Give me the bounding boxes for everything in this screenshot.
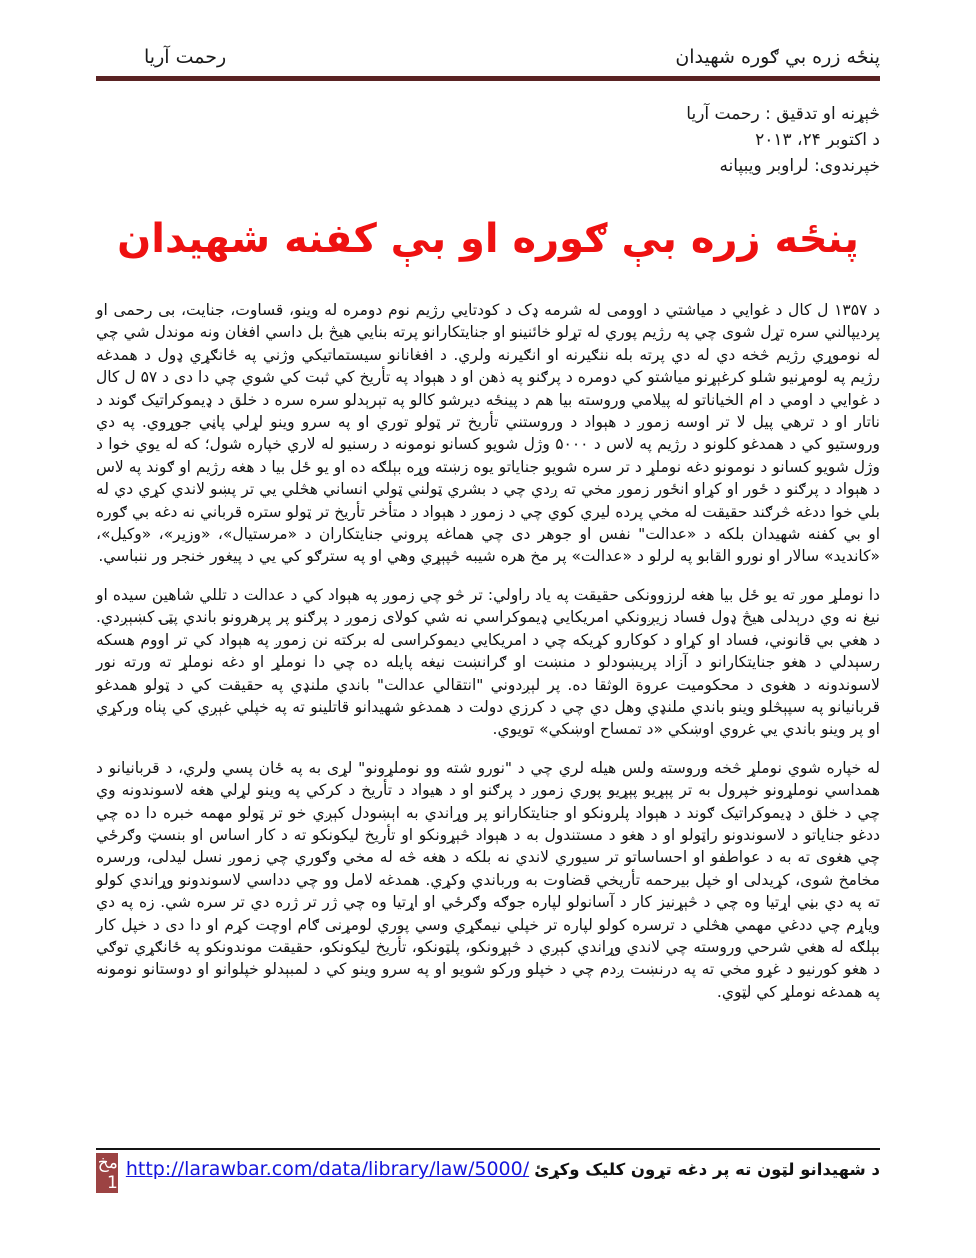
- header-doc-title: پنځه زره بي ګوره شهیدان: [675, 46, 880, 68]
- page-number-badge: مخ 1: [97, 1153, 118, 1193]
- meta-publisher-line: خپرندوی: لراوبر ویبپانه: [719, 156, 880, 176]
- paragraph-1: د ۱۳۵۷ ل کال د غوایي د میاشتي د اوومی له شرمه ډک د کودتایي رژیم نوم دومره له وینو، قساوت، جنایت، بی رحمی او پردیپالني سره تړل شوی چي په رژیم پوري له تړلو خائنینو او جنایتکارانو پرته بنایي هیڅ بل داسي افغان ونه موندل شي چي له نوموړي رژیم څخه دي له دي پرته بله ننګیرنه او انګیرنه ولري. د افغانانو سیستماتیکي وژني په ځانګړي ډول د همدغه رژیم په لومړنیو شلو کرغېړنو میاشتو کي دومره د پرګنو په ذهن او د هېواد په تأریخ کي ثبت کي شوي چي دا دی د ۵۷ ل کال د غوایي د اومي د ام الخیاناتو له پیلامي وروسته بیا هم د پینځه دیرشو کالو په تېرېدلو سره سره د خلق د ډیموکراتیک ګوند د ناتار او د ترهي پیل لا تر اوسه زموږ د هېواد د وروستني تأریخ تر ټولو توري او په سرو وینو لړلي پاڼي جوړوي. په دي وروستیو کي د همدغو کلونو د رژیم په لاس د ۵۰۰۰ وژل شویو کسانو نومونه د رسنیو له لاري خپاره شول؛ که له یوي خوا د وژل شویو کسانو د نومونو دغه نوملړ د تر سره شویو جنایاتو یوه زښته وړه بېلګه ده او یو ځل بیا د هغه رژیم او ګوند په لاس د هېواد د پرګنو د ځور او کړاو انځور زموږ مخي ته ږدي چي د بشري ټولني ټولي انساني هڅلي یي تر پښو لاندي کړي دي له بلي خوا ددغه څرګند حقیقت له مخي پرده لیري کوي چي د زموږ د هېواد د متأخر تأریخ تر ټولو ستره قرباني نه دغه بي ګوره او بي کفنه شهیدان بلکه د «عدالت" نفس او جوهر دی چي هماغه پروني جنایتکاران د «مرستیال»، «وزیر»، «وکیل»، «کاندید» سالار او نورو القابو په لرلو د «عدالت» پر مخ هره شیبه څپېړي وهي او په سترګو کي یي د پیغور خنجر ور ننباسي.: [96, 301, 881, 566]
- page-footer: [96, 1148, 880, 1193]
- paragraph-2: دا نوملړ موږ ته یو ځل بیا هغه لرزوونکی حقیقت په یاد راولي: تر څو چي زموږ په هېواد کي د عدالت د تللي شاهین سیده او نیغ نه وي درېدلی هیڅ ډول فساد زیږونکي امریکایي ډیموکراسي نه شي کولای زموږ د پرګنو پر پرهرونو باندي پټۍ کښېږدي. د هغي بي قانوني، فساد او کړاو د کوکارو کړیکه چي د امریکایي دیموکراسی له برکته نن زموږ په هېواد کي تر اووم هسکه رسېدلي د هغو جنایتکارانو د آزاد پریښودلو د منښت او ګرانښت نیغه پایله ده چي دا نوملړ او دغه نوملړ ته ورته نور لاسوندونه د هغوی د محکومیت عروة الوثقا ده. پر لېږدوني "انتقالي عدالت" باندي ملنډي په حقیقت کي د ټولو همدغو قربانیانو په سپېڅلو وینو باندي ملنډي وهل دي چي د کرزي دولت د همدغو شهیدانو قاتلینو ته په خپلي غېږي کي پناه ورکړي او پر وینو باندي یي غروي اوښکي «د تمساح اوښکي» تویوي.: [96, 585, 880, 739]
- meta-block: [96, 101, 880, 179]
- page-title: پنځه زره بې ګوره او بې کفنه شهیدان: [117, 216, 859, 262]
- footer-url-link[interactable]: http://larawbar.com/data/library/law/5000/: [125, 1158, 530, 1180]
- page-header: [96, 0, 880, 68]
- meta-research-line: څېړنه او تدقیق : رحمت آریا: [686, 104, 880, 124]
- footer-link-label: د شهیدانو لټون ته پر دغه تړون کلیک وکړئ: [534, 1160, 880, 1179]
- footer-link-row: [118, 1158, 880, 1180]
- header-rule: [96, 76, 880, 83]
- body-text: [96, 299, 880, 1003]
- paragraph-3: له خپاره شوي نوملړ څخه وروسته ولس هیله لري چي د "نورو شته وو نوملړونو" لړی به په ځان پسي ولري، د قربانیانو د همداسي نوملړونو خپرول به تر پېړیو پېړیو پوري زموږ د پرګنو او د هیواد د تأریخ د کرکي په وینو لړلي هغه لاسوندونه وي چي د خلق د ډیموکراتیک ګوند د هېواد پلرونکو او جنایتکارانو پر وړاندي به اېښودل کېږي خو تر ټولو مهمه خبره دا ده چي ددغو جنایاتو د لاسوندونو راټولو او د هغو د مستندول به د هېواد څېړونکو او تأریخ لیکونکو ته د کار اساس او بنسټ وګرځي چي هغوی ته به د عواطفو او احساساتو تر سیوري لاندي نه بلکه د هغه څه له مخي وګوري چي زموږ نسل لیدلی، ورسره مخامخ شوی، کړیدلی او خپل بیرحمه تأریخي قضاوت به ورباندي وکړي. همدغه لامل وو چي دداسي لاسوندونو وړاندي کولو ته په دي بڼي اړتیا وه چي د څېړنیز کار د آسانولو لپاره جوګه وګرځي او اړتیا وه چي ژر تر ژره دي تر سره شي. زه په دي ویاړم چي ددغي مهمي هڅلي د ترسره کولو لپاره تر خپلي نیمګړي وسي پوري لومړنی ګام اوچت کړم او دا دی د خپل کار بېلګه له هغي شرحي وروسته چي لاندي وړاندي کېږي د څېړونکو، پلټونکو، تأریخ لیکونکو، حقیقت موندونکو په ځانګړي توګي د هغو کورنیو د غړو مخي ته په درنښت ږدم چي د خپلو ورکو شویو او په سرو وینو کي د لمبېدلو خپلوانو او دوستانو نومونه په همدغه نوملړ کي لټوي.: [96, 758, 880, 1001]
- header-author: رحمت آریا: [144, 46, 227, 68]
- meta-date-line: د اکتوبر ۲۴، ۲۰۱۳: [755, 130, 880, 150]
